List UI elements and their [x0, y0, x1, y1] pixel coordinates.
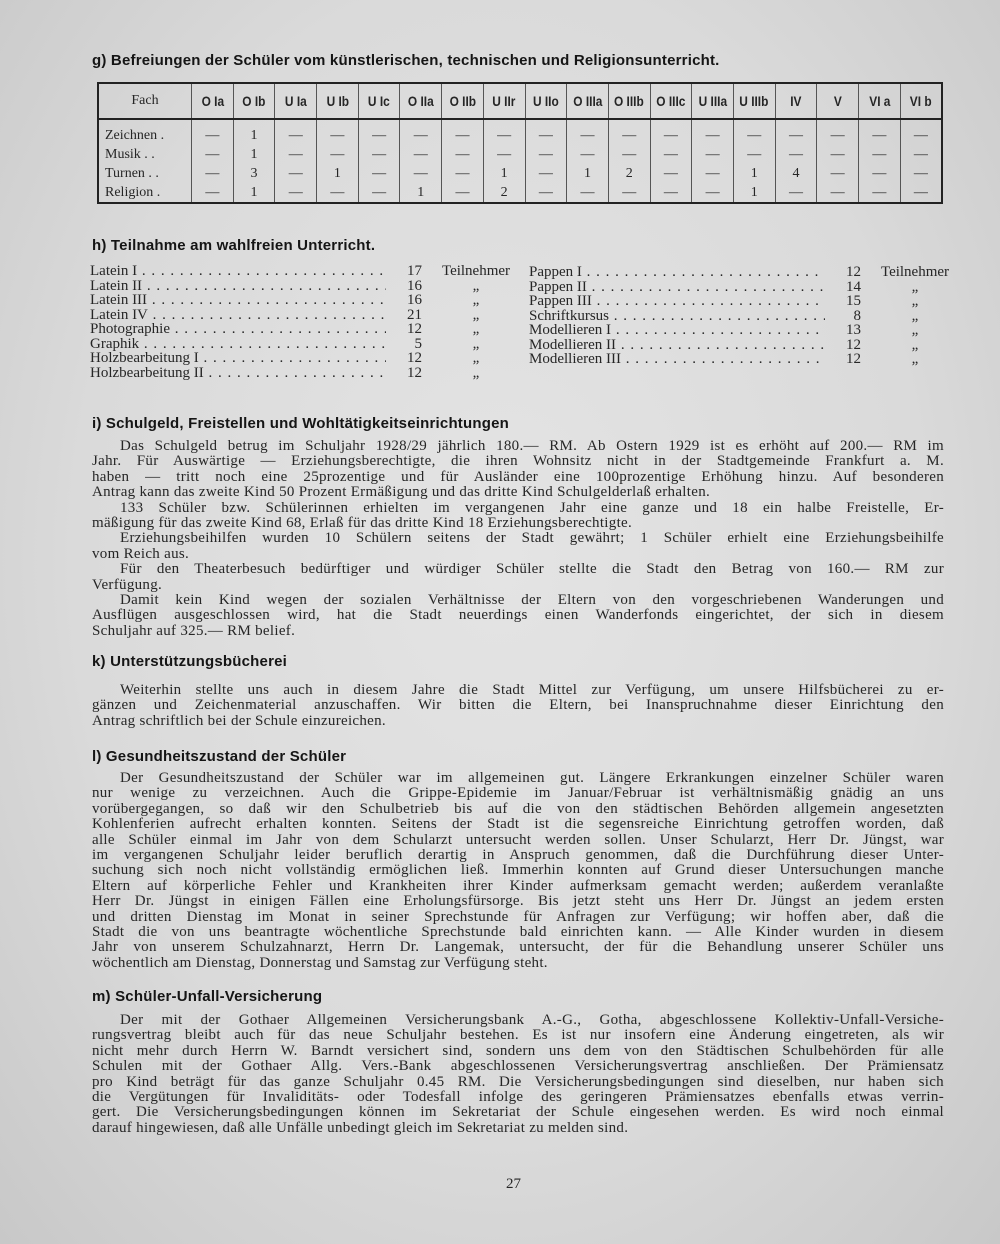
text-line: nur wenige zu verzeichnen. Auch die Grippe-Epidemie im Januar/Februar ist verhältnismäßig gnädig an uns	[92, 786, 944, 802]
text-line: Der Gesundheitszustand der Schüler war im allgemeinen gut. Längere Erkrankungen einzelner Schüler waren	[120, 771, 944, 786]
list-item-unit: „	[472, 364, 480, 381]
list-item-unit: „	[472, 321, 480, 337]
column-header: O Ib	[236, 83, 271, 119]
list-item-unit: „	[911, 307, 919, 324]
heading-h: h) Teilnahme am wahlfreien Unterricht.	[92, 237, 376, 254]
column-header: U IIo	[528, 83, 563, 119]
table-cell: —	[775, 183, 817, 203]
list-item-unit: Teilnehmer	[441, 263, 511, 279]
table-cell: —	[817, 164, 859, 183]
table-cell: —	[192, 119, 234, 145]
table-cell: —	[733, 119, 775, 145]
list-item-count: 12	[846, 264, 861, 280]
list-item-unit: „	[911, 322, 919, 338]
list-item	[90, 279, 522, 294]
table-cell: —	[358, 164, 400, 183]
table-cell: —	[900, 183, 942, 203]
heading-m: m) Schüler-Unfall-Versicherung	[92, 988, 323, 1005]
list-item	[90, 264, 522, 279]
list-item-count: 12	[407, 364, 422, 381]
list-item-count: 15	[846, 293, 861, 309]
table-cell: —	[317, 145, 359, 164]
table-cell: 1	[733, 164, 775, 183]
list-item-label: Modellieren I . . .	[529, 323, 825, 338]
section-i-text	[92, 439, 944, 639]
list-item-unit: „	[911, 336, 919, 353]
table-cell: —	[692, 145, 734, 164]
table-cell: —	[525, 164, 567, 183]
table-cell: —	[775, 119, 817, 145]
text-line: 133 Schüler bzw. Schülerinnen erhielten im vergangenen Jahr eine ganze und 18 ein halbe Freistelle, Er-	[120, 500, 944, 516]
exemptions-table	[97, 82, 943, 204]
table-cell: 1	[317, 164, 359, 183]
text-line: Jahr. Für Auswärtige — Erziehungsberechtigte, die ihren Wohnsitz nicht in der Stadtgemeinde Frankfurt a. M.	[92, 454, 944, 470]
text-line: Das Schulgeld betrug im Schuljahr 1928/29 jährlich 180.— RM. Ab Ostern 1929 ist es erhöht auf 200.— RM im	[120, 439, 944, 454]
text-line: gänzen und Zeichenmaterial anzuschaffen. Wir bitten die Eltern, bei Inanspruchnahme dieser Einrichtung den	[92, 698, 944, 714]
list-item-count: 12	[407, 321, 422, 337]
table-cell: —	[859, 183, 901, 203]
heading-l: l) Gesundheitszustand der Schüler	[92, 748, 347, 765]
list-item-count: 12	[846, 336, 861, 353]
list-item-unit: „	[911, 351, 919, 367]
column-header: O IIIc	[653, 83, 688, 119]
list-item-unit: Teilnehmer	[880, 264, 950, 280]
table-row	[98, 119, 942, 145]
text-line: wöchentlich am Dienstag, Donnerstag und Samstag zur Verfügung steht.	[92, 955, 548, 971]
text-line: Antrag kann das zweite Kind 50 Prozent Ermäßigung und das dritte Kind Schulgelderlaß erhalten.	[92, 485, 711, 501]
table-cell: —	[608, 145, 650, 164]
text-line: Schuljahr auf 325.— RM belief.	[92, 623, 296, 639]
column-header: O IIb	[445, 83, 480, 119]
list-item-label: Pappen I . . .	[529, 265, 825, 280]
list-item-label: Latein III . . .	[90, 293, 386, 308]
list-item	[90, 366, 522, 381]
table-cell: —	[567, 119, 609, 145]
section-m-text	[92, 1013, 944, 1136]
column-header: U Ic	[361, 83, 396, 119]
list-item	[90, 351, 522, 366]
table-cell: —	[192, 183, 234, 203]
table-cell: —	[859, 164, 901, 183]
list-item	[90, 322, 522, 337]
heading-g: g) Befreiungen der Schüler vom künstlerischen, technischen und Religionsunterricht.	[92, 52, 720, 69]
text-line: Ausflügen ausgeschlossen wird, hat die Stadt neuerdings einen Wanderfonds eingerichtet, der sich in diesem	[92, 608, 944, 624]
text-line: vorübergegangen, so daß wir den Schulbetrieb bis auf die von den städtischen Behörden allgemein angesetzten	[92, 801, 944, 817]
text-line: und dritten Dienstag im Monat in seiner Sprechstunde für Anfragen zur Verfügung; wir hoffen aber, daß die	[92, 909, 944, 925]
text-line: Jahr von unserem Schulzahnarzt, Herrn Dr. Langemak, untersucht, der für die Behandlung unserer Schüler uns	[92, 940, 944, 956]
table-row	[98, 164, 942, 183]
table-cell: —	[900, 164, 942, 183]
list-item-unit: „	[472, 306, 480, 323]
list-item-label: Latein IV . . .	[90, 308, 386, 323]
table-cell: —	[275, 164, 317, 183]
text-line: pro Kind beträgt für das ganze Schuljahr 0.45 RM. Die Versicherungsbedingungen sind dieselben, nur haben sich	[92, 1074, 944, 1090]
list-item-count: 5	[414, 335, 422, 352]
table-cell: —	[567, 145, 609, 164]
column-header: VI b	[903, 83, 939, 119]
list-item-unit: „	[911, 278, 919, 295]
table-cell: —	[650, 164, 692, 183]
column-header: O IIa	[403, 83, 438, 119]
text-line: alle Schüler einmal im Jahr von dem Schularzt untersucht werden sollen. Unser Schularzt, Herr Dr. Jüngst, war	[92, 832, 944, 848]
table-cell: —	[192, 145, 234, 164]
table-cell: —	[817, 119, 859, 145]
list-item-count: 21	[407, 306, 422, 323]
list-item	[529, 323, 961, 338]
table-cell: —	[692, 119, 734, 145]
elective-list-right	[529, 265, 961, 367]
text-line: haben — tritt noch eine 25prozentige und für Ausländer eine 100prozentige Erhöhung hinzu. Auf besonderen	[92, 469, 944, 485]
text-line: Schulen mit der Gothaer Allg. Vers.-Bank abgeschlossenen Versicherungsvertrag anschließen. Der Prämiensatz	[92, 1059, 944, 1075]
text-line: Für den Theaterbesuch bedürftiger und würdiger Schüler stellte die Stadt den Betrag von 160.— RM zur	[120, 562, 944, 578]
table-cell: —	[692, 164, 734, 183]
column-header: O IIIa	[570, 83, 605, 119]
column-header: U Ia	[278, 83, 313, 119]
list-item-count: 14	[846, 278, 861, 295]
column-header: O Ia	[195, 83, 230, 119]
text-line: Kohlenferien aufrecht erhalten konnten. Seitens der Stadt ist die segensreiche Einrichtung getroffen worden, daß	[92, 817, 944, 833]
column-header: O IIIb	[612, 83, 647, 119]
elective-list-left	[90, 264, 522, 380]
list-item-label: Graphik . . .	[90, 337, 386, 352]
list-item-unit: „	[911, 293, 919, 309]
list-item-count: 17	[407, 263, 422, 279]
table-header-row	[98, 83, 942, 119]
text-line: Weiterhin stellte uns auch in diesem Jahre die Stadt Mittel zur Verfügung, um unsere Hilfsbücherei zu er-	[120, 683, 944, 698]
list-item-count: 12	[407, 350, 422, 366]
list-item	[529, 338, 961, 353]
list-item-count: 16	[407, 292, 422, 308]
table-row	[98, 145, 942, 164]
table-cell: —	[400, 164, 442, 183]
table-cell: 1	[483, 164, 525, 183]
list-item-label: Schriftkursus . . .	[529, 309, 825, 324]
text-line: Stadt die von uns beantragte wöchentliche Sprechstunde bald einrichten kann. — Alle Kinder wurden in diesem	[92, 925, 944, 941]
table-cell: —	[442, 145, 484, 164]
table-cell: —	[483, 145, 525, 164]
table-cell: —	[442, 119, 484, 145]
list-item-unit: „	[472, 350, 480, 366]
text-line: Erziehungsbeihilfen wurden 10 Schülern seitens der Stadt gewährt; 1 Schüler erhielt eine Erziehungsbeihilfe	[120, 531, 944, 547]
table-cell: —	[775, 145, 817, 164]
table-cell: 2	[483, 183, 525, 203]
table-cell: —	[900, 145, 942, 164]
table-cell: 1	[733, 183, 775, 203]
table-cell: —	[525, 183, 567, 203]
table-cell: —	[900, 119, 942, 145]
table-cell: —	[400, 145, 442, 164]
row-label: Turnen . .	[98, 164, 192, 183]
table-cell: —	[650, 183, 692, 203]
table-cell: —	[275, 145, 317, 164]
list-item	[529, 309, 961, 324]
list-item-label: Modellieren II . . .	[529, 338, 825, 353]
heading-i: i) Schulgeld, Freistellen und Wohltätigkeitseinrichtungen	[92, 415, 509, 432]
text-line: Verfügung.	[92, 577, 163, 593]
text-line: suchung sich noch nicht vollständig ermöglichen ließ. Immerhin konnten auf Grund dieser Untersuchungen manche	[92, 863, 944, 879]
table-cell: 3	[233, 164, 275, 183]
text-line: vom Reich aus.	[92, 546, 190, 562]
section-l-text	[92, 771, 944, 971]
list-item-count: 16	[407, 277, 422, 294]
table-cell: —	[317, 183, 359, 203]
column-header: U Ib	[320, 83, 355, 119]
table-cell: —	[650, 145, 692, 164]
text-line: Herr Dr. Jüngst in einigen Fällen eine Erholungsfürsorge. Bis jetzt steht uns Herr Dr. Jüngst an jedem ersten	[92, 894, 944, 910]
list-item	[90, 337, 522, 352]
table-cell: —	[817, 145, 859, 164]
list-item-label: Holzbearbeitung I . . .	[90, 351, 386, 366]
table-cell: —	[692, 183, 734, 203]
text-line: nicht mehr durch Herrn W. Barndt versichert sind, sondern uns dem von den Städtischen Schulbehörden für alle	[92, 1043, 944, 1059]
row-label: Musik . .	[98, 145, 192, 164]
table-cell: —	[442, 183, 484, 203]
column-header: U IIIa	[695, 83, 730, 119]
section-k-text	[92, 683, 944, 729]
table-cell: 1	[233, 145, 275, 164]
list-item-label: Pappen III . . .	[529, 294, 825, 309]
text-line: Der mit der Gothaer Allgemeinen Versicherungsbank A.-G., Gotha, abgeschlossene Kollektiv-Unfall-Versiche-	[120, 1013, 944, 1028]
table-cell: —	[733, 145, 775, 164]
text-line: Eltern auf körperliche Fehler und Krankheiten ihrer Kinder aufmerksam gemacht werden; außerdem veranlaßte	[92, 878, 944, 894]
list-item	[90, 293, 522, 308]
row-label: Religion .	[98, 183, 192, 203]
table-cell: —	[192, 164, 234, 183]
column-header-fach: Fach	[98, 83, 192, 119]
list-item-count: 13	[846, 322, 861, 338]
list-item	[90, 308, 522, 323]
text-line: gert. Die Versicherungsbedingungen können im Sekretariat der Schule eingesehen werden. Es wird noch einmal	[92, 1105, 944, 1121]
table-cell: —	[525, 145, 567, 164]
table-cell: 2	[608, 164, 650, 183]
table-cell: —	[817, 183, 859, 203]
table-cell: —	[358, 183, 400, 203]
table-cell: —	[525, 119, 567, 145]
text-line: die Vergütungen für Invaliditäts- oder Todesfall infolge des geringeren Prämiensatzes ebenfalls etwas verrin-	[92, 1090, 944, 1106]
list-item	[529, 280, 961, 295]
table-cell: —	[400, 119, 442, 145]
table-row	[98, 183, 942, 203]
list-item-label: Holzbearbeitung II . . .	[90, 366, 386, 381]
table-cell: —	[650, 119, 692, 145]
column-header: VI a	[862, 83, 897, 119]
text-line: im vergangenen Schuljahr leider beruflich derartig in Anspruch genommen, daß die Durchführung dieser Unter-	[92, 848, 944, 864]
list-item-label: Pappen II . . .	[529, 280, 825, 295]
column-header: IV	[778, 83, 813, 119]
column-header: V	[820, 83, 855, 119]
table-cell: —	[358, 119, 400, 145]
table-cell: —	[608, 119, 650, 145]
row-label: Zeichnen .	[98, 119, 192, 145]
table-cell: 4	[775, 164, 817, 183]
table-cell: —	[859, 145, 901, 164]
table-cell: —	[567, 183, 609, 203]
column-header: U IIIb	[737, 83, 772, 119]
table-cell: —	[859, 119, 901, 145]
table-cell: 1	[400, 183, 442, 203]
list-item	[529, 294, 961, 309]
text-line: mäßigung für das zweite Kind 68, Erlaß für das dritte Kind 18 Erziehungsberechtigte.	[92, 516, 633, 532]
list-item-count: 12	[846, 351, 861, 367]
list-item	[529, 352, 961, 367]
table-cell: —	[275, 119, 317, 145]
table-cell: 1	[233, 119, 275, 145]
text-line: Antrag schriftlich bei der Schule einzureichen.	[92, 713, 386, 729]
text-line: rungsvertrag bleibt auch für das neue Schuljahr bestehen. Es ist nur insofern eine Änderung eingetreten, als wir	[92, 1028, 944, 1044]
table-cell: —	[358, 145, 400, 164]
list-item-count: 8	[853, 307, 861, 324]
page-number: 27	[506, 1176, 521, 1192]
list-item-label: Latein II . . .	[90, 279, 386, 294]
table-cell: —	[275, 183, 317, 203]
list-item-label: Photographie . . .	[90, 322, 386, 337]
list-item-label: Latein I . . .	[90, 264, 386, 279]
list-item-unit: „	[472, 292, 480, 308]
table-cell: —	[442, 164, 484, 183]
table-cell: —	[317, 119, 359, 145]
table-cell: 1	[233, 183, 275, 203]
list-item-label: Modellieren III . . .	[529, 352, 825, 367]
table-cell: —	[608, 183, 650, 203]
list-item	[529, 265, 961, 280]
column-header: U IIr	[486, 83, 521, 119]
text-line: Damit kein Kind wegen der sozialen Verhältnisse der Eltern von den vorgeschriebenen Wanderungen und	[120, 593, 944, 609]
list-item-unit: „	[472, 277, 480, 294]
table-cell: —	[483, 119, 525, 145]
text-line: darauf hingewiesen, daß alle Unfälle unbedingt gleich im Sekretariat zu melden sind.	[92, 1120, 629, 1136]
heading-k: k) Unterstützungsbücherei	[92, 653, 288, 670]
table-cell: 1	[567, 164, 609, 183]
list-item-unit: „	[472, 335, 480, 352]
